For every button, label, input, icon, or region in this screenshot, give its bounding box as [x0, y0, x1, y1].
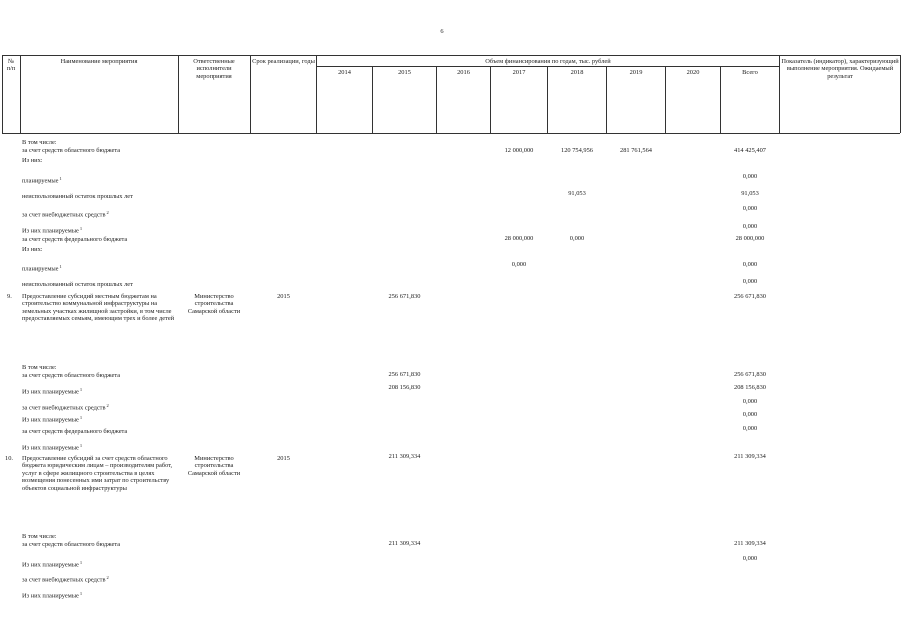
value-cell: 211 309,334: [388, 540, 421, 547]
item-responsible: Министерство строительства Самарской области: [187, 293, 241, 315]
row-label: неиспользованный остаток прошлых лет: [22, 193, 133, 200]
value-cell: 211 309,334: [734, 453, 766, 460]
year-2014: 2014: [338, 69, 351, 76]
page-number: 6: [440, 28, 444, 35]
value-cell: 0,000: [742, 261, 758, 268]
footnote-mark: 1: [79, 560, 83, 565]
header-bottom-border: [2, 133, 900, 134]
footnote-mark: 1: [59, 264, 62, 269]
row-label: В том числе:: [22, 364, 57, 371]
item-term: 2015: [277, 293, 290, 300]
value-cell: 208 156,830: [734, 384, 766, 391]
footnote-mark: 2: [106, 575, 109, 580]
footnote-mark: 2: [106, 210, 109, 215]
value-cell: 28 000,000: [735, 235, 765, 242]
item-responsible: Министерство строительства Самарской области: [187, 455, 241, 477]
value-cell: 208 156,830: [388, 384, 421, 391]
value-cell: 414 425,407: [734, 147, 766, 154]
row-label: неиспользованный остаток прошлых лет: [22, 281, 133, 288]
header-funding: Объем финансирования по годам, тыс. рублей: [485, 58, 611, 65]
item-number: 9.: [7, 293, 12, 300]
value-cell: 0,000: [742, 173, 758, 180]
year-2018: 2018: [570, 69, 584, 76]
row-label: Из них планируемые$^1$: [22, 415, 83, 424]
row-label: планируемые$^1$: [22, 264, 62, 273]
row-label: за счет средств федерального бюджета: [22, 236, 128, 243]
col-border-12: [779, 55, 780, 133]
col-border-1: [20, 55, 21, 133]
value-cell: 211 309,334: [734, 540, 766, 547]
footnote-mark: 1: [79, 226, 83, 231]
row-label: за счет внебюджетных средств$^2$: [22, 210, 109, 219]
footnote-mark: 1: [79, 591, 83, 596]
header-top-border: [2, 55, 900, 56]
value-cell: 0,000: [742, 425, 758, 432]
col-border-13: [900, 55, 901, 133]
item-number: 10.: [5, 455, 13, 462]
row-label: Из них планируемые$^1$: [22, 443, 83, 452]
row-label: Из них:: [22, 246, 43, 253]
value-cell: 281 761,564: [620, 147, 652, 154]
value-cell: 91,053: [741, 190, 759, 197]
footnote-mark: 1: [59, 176, 62, 181]
value-cell: 256 671,830: [734, 293, 766, 300]
value-cell: 0,000: [569, 235, 585, 242]
row-label: Из них планируемые$^1$: [22, 226, 83, 235]
row-label: В том числе:: [22, 139, 57, 146]
year-total: Всего: [742, 69, 758, 76]
item-name: Предоставление субсидий местным бюджетам на строительство коммунальной инфраструктуры на земельных участках жилищной застройки, в том числе предоставляемых семьям, имеющим трех и более детей: [22, 293, 175, 323]
year-2020: 2020: [686, 69, 700, 76]
value-cell: 0,000: [742, 205, 758, 212]
value-cell: 0,000: [742, 411, 758, 418]
value-cell: 0,000: [742, 555, 758, 562]
value-cell: 0,000: [742, 223, 758, 230]
row-label: Из них планируемые$^1$: [22, 560, 83, 569]
row-label: за счет средств областного бюджета: [22, 147, 121, 154]
value-cell: 12 000,000: [504, 147, 534, 154]
year-2019: 2019: [629, 69, 643, 76]
col-border-4: [316, 55, 317, 133]
row-label: за счет внебюджетных средств$^2$: [22, 403, 109, 412]
row-label: за счет средств областного бюджета: [22, 541, 121, 548]
value-cell: 0,000: [742, 398, 758, 405]
footnote-mark: 2: [106, 403, 109, 408]
item-name: Предоставление субсидий за счет средств областного бюджета юридическим лицам – производителям работ, услуг в сфере жилищного строительства в целях возмещения понесенных ими затрат по строительству объектов социальной инфраструктуры: [22, 455, 173, 492]
header-name: Наименование мероприятия: [60, 58, 138, 65]
row-label: Из них планируемые$^1$: [22, 387, 83, 396]
value-cell: 0,000: [511, 261, 527, 268]
value-cell: 0,000: [742, 278, 758, 285]
year-2016: 2016: [457, 69, 470, 76]
header-responsible: Ответственные исполнители мероприятия: [193, 58, 235, 80]
header-num: № п/п: [6, 58, 16, 73]
footnote-mark: 1: [79, 415, 83, 420]
row-label: Из них:: [22, 157, 43, 164]
year-2015: 2015: [398, 69, 411, 76]
value-cell: 211 309,334: [388, 453, 421, 460]
row-label: за счет средств областного бюджета: [22, 372, 121, 379]
value-cell: 28 000,000: [504, 235, 534, 242]
value-cell: 91,053: [568, 190, 586, 197]
footnote-mark: 1: [79, 443, 83, 448]
value-cell: 120 754,956: [561, 147, 593, 154]
value-cell: 256 671,830: [388, 293, 421, 300]
year-2017: 2017: [512, 69, 526, 76]
row-label: за счет внебюджетных средств$^2$: [22, 575, 109, 584]
row-label: В том числе:: [22, 533, 57, 540]
col-border-2: [178, 55, 179, 133]
row-label: Из них планируемые$^1$: [22, 591, 83, 600]
header-indicator: Показатель (индикатор), характеризующий выполнение мероприятия. Ожидаемый результат: [781, 58, 899, 80]
value-cell: 256 671,830: [734, 371, 766, 378]
value-cell: 256 671,830: [388, 371, 421, 378]
row-label: за счет средств федерального бюджета: [22, 428, 128, 435]
header-term: Срок реализации, годы: [252, 58, 315, 65]
row-label: планируемые$^1$: [22, 176, 62, 185]
item-term: 2015: [277, 455, 290, 462]
col-border-3: [250, 55, 251, 133]
footnote-mark: 1: [79, 387, 83, 392]
